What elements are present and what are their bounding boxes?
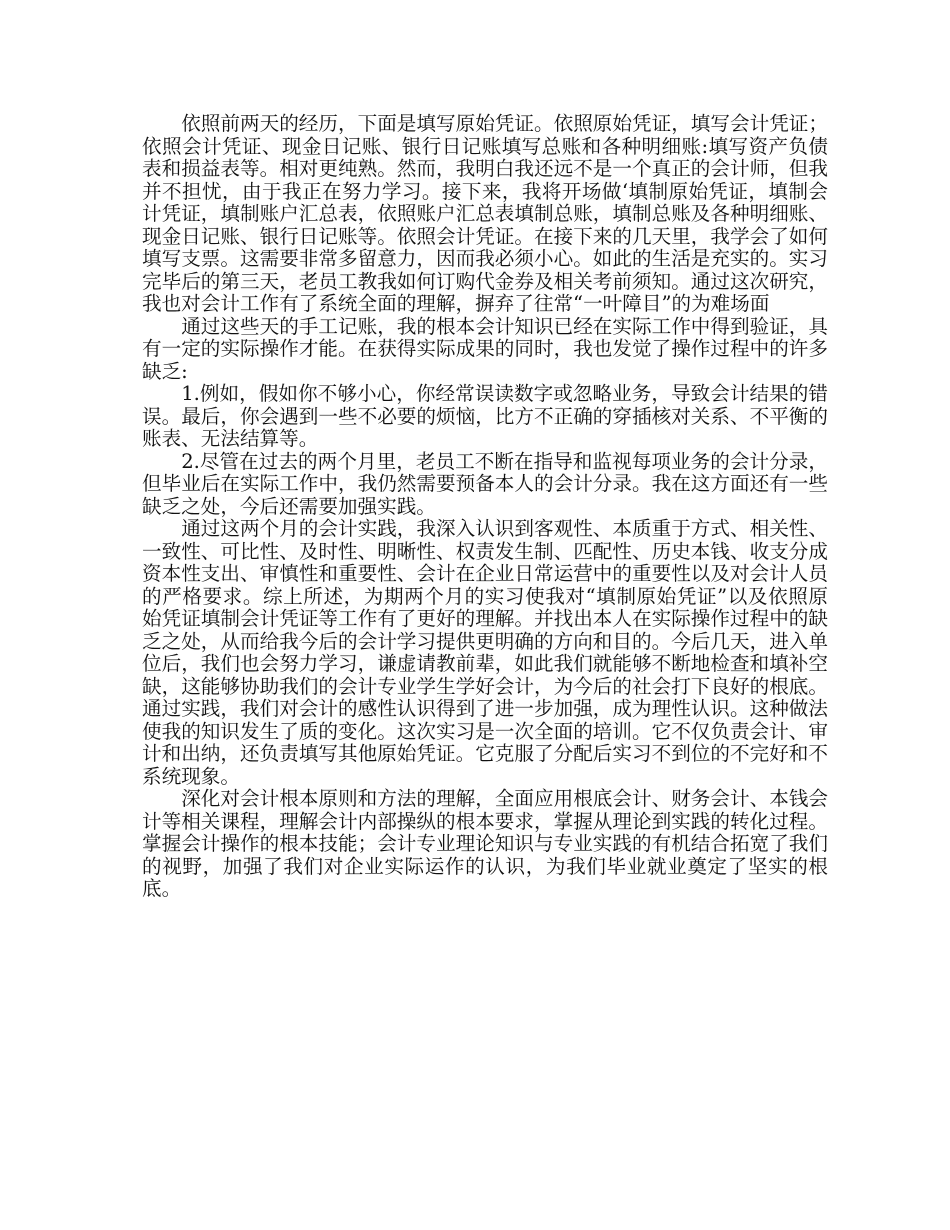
paragraph-3: 1.例如，假如你不够小心，你经常误读数字或忽略业务，导致会计结果的错误。最后，你会遇到一些不必要的烦恼，比方不正确的穿插核对关系、不平衡的账表、无法结算等。	[142, 382, 828, 450]
document-body	[142, 113, 828, 901]
paragraph-2: 通过这些天的手工记账，我的根本会计知识已经在实际工作中得到验证，具有一定的实际操作才能。在获得实际成果的同时，我也发觉了操作过程中的许多缺乏:	[142, 314, 828, 383]
paragraph-6: 深化对会计根本原则和方法的理解，全面应用根底会计、财务会计、本钱会计等相关课程，理解会计内部操纵的根本要求，掌握从理论到实践的转化过程。掌握会计操作的根本技能；会计专业理论知识与专业实践的有机结合拓宽了我们的视野，加强了我们对企业实际运作的认识，为我们毕业就业奠定了坚实的根底。	[142, 787, 828, 900]
paragraph-1: 依照前两天的经历，下面是填写原始凭证。依照原始凭证，填写会计凭证；依照会计凭证、现金日记账、银行日记账填写总账和各种明细账:填写资产负债表和损益表等。相对更纯熟。然而，我明白我还远不是一个真正的会计师，但我并不担忧，由于我正在努力学习。接下来，我将开场做‘填制原始凭证，填制会计凭证，填制账户汇总表，依照账户汇总表填制总账，填制总账及各种明细账、现金日记账、银行日记账等。依照会计凭证。在接下来的几天里，我学会了如何填写支票。这需要非常多留意力，因而我必须小心。如此的生活是充实的。实习完毕后的第三天，老员工教我如何订购代金券及相关考前须知。通过这次研究，我也对会计工作有了系统全面的理解，摒弃了往常“一叶障目”的为难场面	[142, 112, 828, 315]
paragraph-5: 通过这两个月的会计实践，我深入认识到客观性、本质重于方式、相关性、一致性、可比性、及时性、明晰性、权责发生制、匹配性、历史本钱、收支分成资本性支出、审慎性和重要性、会计在企业日常运营中的重要性以及对会计人员的严格要求。综上所述，为期两个月的实习使我对“填制原始凭证”以及依照原始凭证填制会计凭证等工作有了更好的理解。并找出本人在实际操作过程中的缺乏之处，从而给我今后的会计学习提供更明确的方向和目的。今后几天，进入单位后，我们也会努力学习，谦虚请教前辈，如此我们就能够不断地检查和填补空缺，这能够协助我们的会计专业学生学好会计，为今后的社会打下良好的根底。通过实践，我们对会计的感性认识得到了进一步加强，成为理性认识。这种做法使我的知识发生了质的变化。这次实习是一次全面的培训。它不仅负责会计、审计和出纳，还负责填写其他原始凭证。它克服了分配后实习不到位的不完好和不系统现象。	[142, 517, 828, 788]
paragraph-4: 2.尽管在过去的两个月里，老员工不断在指导和监视每项业务的会计分录，但毕业后在实际工作中，我仍然需要预备本人的会计分录。我在这方面还有一些缺乏之处，今后还需要加强实践。	[142, 449, 828, 518]
